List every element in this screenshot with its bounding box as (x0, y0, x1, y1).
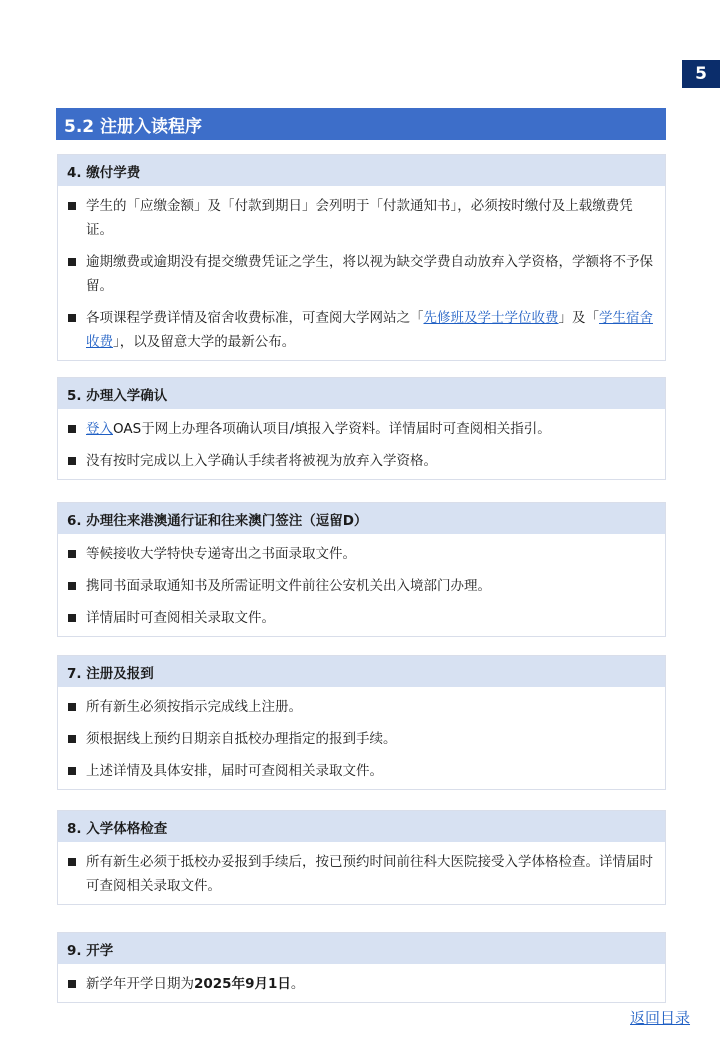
section-heading: 6. 办理往来港澳通行证和往来澳门签注（逗留D） (58, 503, 665, 534)
square-bullet-icon (68, 767, 76, 775)
list-item: 上述详情及具体安排，届时可查阅相关录取文件。 (68, 759, 655, 783)
tuition-fees-link[interactable]: 先修班及学士学位收费 (423, 310, 559, 326)
section-term-start (57, 932, 666, 1003)
section-registration (57, 655, 666, 790)
section-heading: 9. 开学 (58, 933, 665, 964)
section-heading: 7. 注册及报到 (58, 656, 665, 687)
list-item: 所有新生必须按指示完成线上注册。 (68, 695, 655, 719)
list-item: 携同书面录取通知书及所需证明文件前往公安机关出入境部门办理。 (68, 574, 655, 598)
square-bullet-icon (68, 858, 76, 866)
list-item: 没有按时完成以上入学确认手续者将被视为放弃入学资格。 (68, 449, 655, 473)
hostel-fees-link[interactable]: 学生宿舍收费 (86, 310, 653, 350)
page-number-badge: 5 (682, 60, 720, 88)
term-start-date: 2025年9月1日 (194, 976, 291, 992)
list-item: 所有新生必须于抵校办妥报到手续后，按已预约时间前往科大医院接受入学体格检查。详情届时可查阅相关录取文件。 (68, 850, 655, 898)
section-heading: 4. 缴付学费 (58, 155, 665, 186)
section-payment (57, 154, 666, 361)
login-link[interactable]: 登入 (86, 421, 113, 437)
square-bullet-icon (68, 314, 76, 322)
square-bullet-icon (68, 582, 76, 590)
list-item: 学生的「应缴金额」及「付款到期日」会列明于「付款通知书」，必须按时缴付及上载缴费凭证。 (68, 194, 655, 242)
section-admission-confirm (57, 377, 666, 480)
section-heading: 8. 入学体格检查 (58, 811, 665, 842)
list-item: 详情届时可查阅相关录取文件。 (68, 606, 655, 630)
list-item: 须根据线上预约日期亲自抵校办理指定的报到手续。 (68, 727, 655, 751)
list-item: 逾期缴费或逾期没有提交缴费凭证之学生，将以视为缺交学费自动放弃入学资格，学额将不予保留。 (68, 250, 655, 298)
square-bullet-icon (68, 202, 76, 210)
section-heading: 5. 办理入学确认 (58, 378, 665, 409)
square-bullet-icon (68, 457, 76, 465)
square-bullet-icon (68, 425, 76, 433)
list-item: 新学年开学日期为2025年9月1日。 (68, 972, 655, 996)
square-bullet-icon (68, 614, 76, 622)
list-item: 各项课程学费详情及宿舍收费标准，可查阅大学网站之「先修班及学士学位收费」及「学生宿舍收费」，以及留意大学的最新公布。 (68, 306, 655, 354)
square-bullet-icon (68, 735, 76, 743)
list-item: 登入OAS于网上办理各项确认项目/填报入学资料。详情届时可查阅相关指引。 (68, 417, 655, 441)
square-bullet-icon (68, 550, 76, 558)
square-bullet-icon (68, 703, 76, 711)
back-to-contents-link[interactable]: 返回目录 (630, 1009, 691, 1027)
square-bullet-icon (68, 980, 76, 988)
section-title: 5.2 注册入读程序 (56, 108, 666, 140)
list-item: 等候接收大学特快专递寄出之书面录取文件。 (68, 542, 655, 566)
section-medical-check (57, 810, 666, 905)
square-bullet-icon (68, 258, 76, 266)
section-permit (57, 502, 666, 637)
